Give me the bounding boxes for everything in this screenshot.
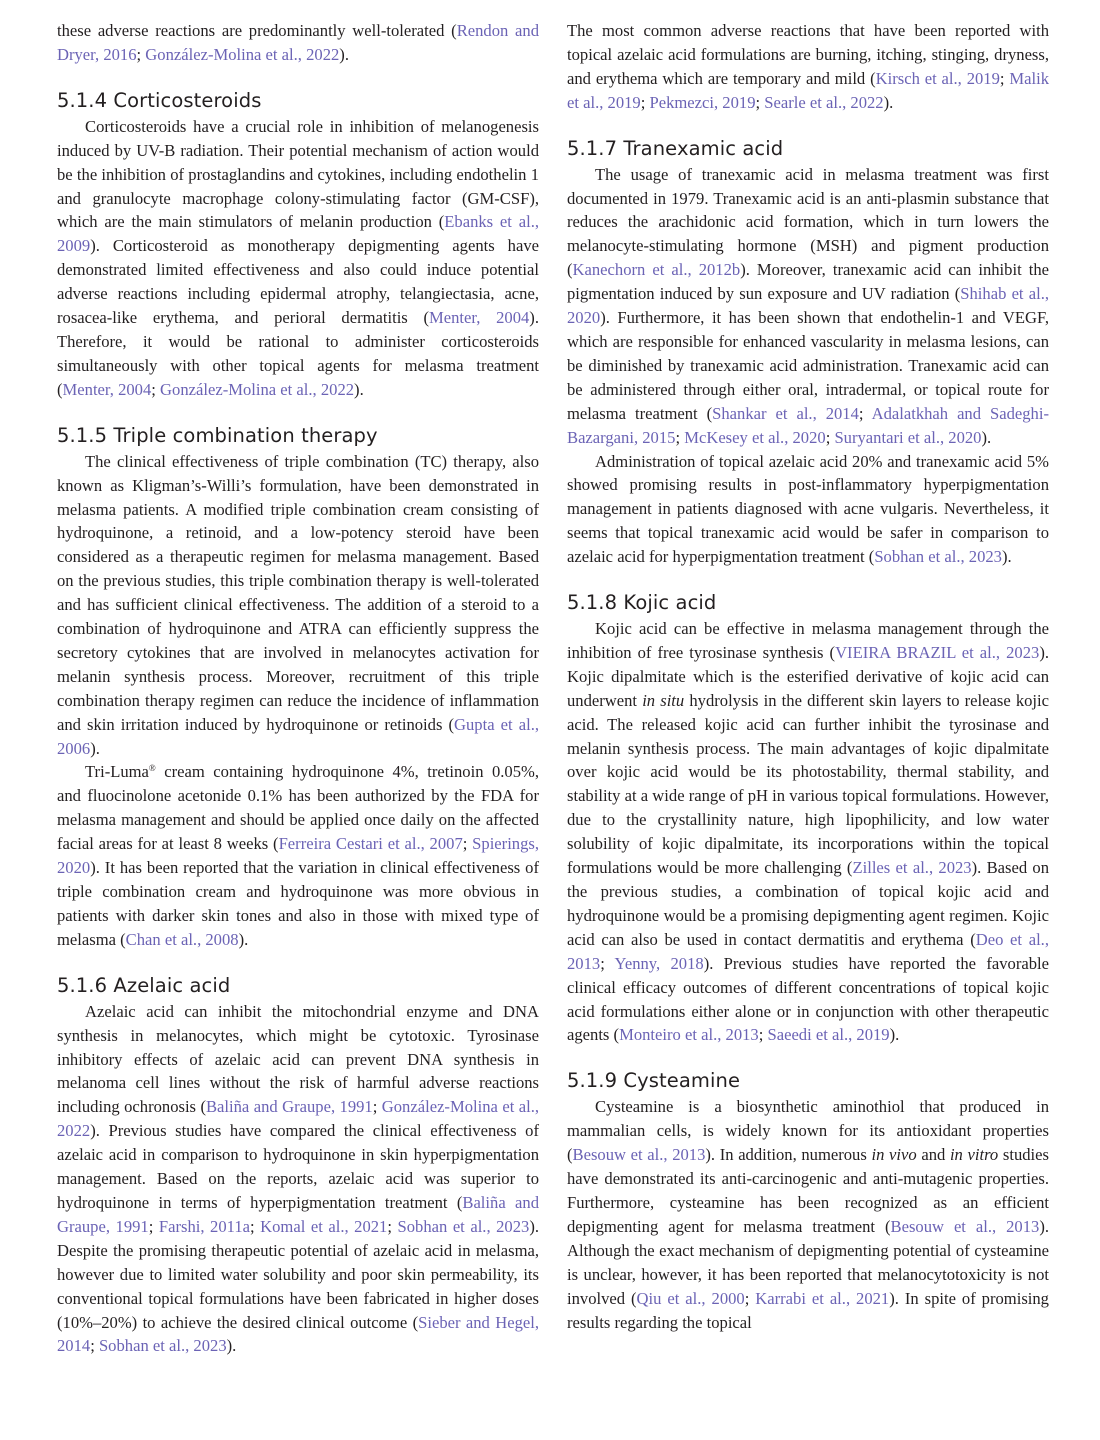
citation-link[interactable]: Gupta et al., 2006 <box>57 714 539 758</box>
body-paragraph: Tri-Luma® cream containing hydroquinone 4%, tretinoin 0.05%, and fluocinolone acetonide 0.1% has been authorized by the FDA for melasma management and should be applied once daily on the affected facial areas for at least 8 weeks (Ferreira Cestari et al., 2007; Spierings, 2020). It has been reported that the variation in clinical effectiveness of triple combination cream and hydroquinone was more obvious in patients with darker skin tones and also in those with mixed type of melasma (Chan et al., 2008). <box>57 762 540 949</box>
registered-mark: ® <box>148 763 156 774</box>
citation-link[interactable]: Kirsch et al., 2019 <box>875 68 1000 88</box>
section-tranexamic-acid <box>567 137 1049 569</box>
citation-link[interactable]: Ebanks et al., 2009 <box>57 212 540 256</box>
section-heading: 5.1.4 Corticosteroids <box>57 88 262 112</box>
section-triple-combination <box>57 424 539 952</box>
citation-link[interactable]: Deo et al., 2013 <box>567 929 1049 973</box>
left-column <box>57 19 539 1358</box>
body-paragraph: Administration of topical azelaic acid 20% and tranexamic acid 5% showed promising results in post-inflammatory hyperpigmentation management in patients diagnosed with acne vulgaris. Nevertheless, it seems that topical tranexamic acid would be safer in comparison to azelaic acid for hyperpigmentation treatment (Sobhan et al., 2023). <box>567 451 1049 567</box>
section-heading: 5.1.8 Kojic acid <box>567 591 717 615</box>
section-corticosteroids <box>57 89 539 402</box>
citation-link[interactable]: Sobhan et al., 2023 <box>397 1216 530 1236</box>
citation-link[interactable]: Komal et al., 2021 <box>260 1216 388 1236</box>
citation-link[interactable]: Baliña and Graupe, 1991 <box>57 1192 539 1236</box>
citation-link[interactable]: Shihab et al., 2020 <box>567 284 1049 328</box>
section-kojic-acid <box>567 591 1049 1047</box>
citation-link[interactable]: Yenny, 2018 <box>614 953 704 973</box>
citation-link[interactable]: Adalatkhah and Sadeghi-Bazargani, 2015 <box>567 403 1049 447</box>
citation-link[interactable]: Qiu et al., 2000 <box>636 1288 745 1308</box>
citation-link[interactable]: Monteiro et al., 2013 <box>619 1025 759 1045</box>
citation-link[interactable]: Saeedi et al., 2019 <box>767 1025 890 1045</box>
body-paragraph: The clinical effectiveness of triple combination (TC) therapy, also known as Kligman’s-Willi’s formulation, have been demonstrated in melasma patients. A modified triple combination cream consisting of hydroquinone, a retinoid, and a low-potency steroid have been considered as a therapeutic regimen for melasma management. Based on the previous studies, this triple combination therapy is well-tolerated and has sufficient clinical effectiveness. The addition of a steroid to a combination of hydroquinone and ATRA can efficiently suppress the secretory cytokines that are involved in melanocytes activation for melanin synthesis process. Moreover, recruitment of this triple combination therapy regimen can reduce the incidence of inflammation and skin irritation induced by hydroquinone or retinoids (Gupta et al., 2006). <box>57 451 539 758</box>
section-heading: 5.1.5 Triple combination therapy <box>57 423 378 447</box>
citation-link[interactable]: Searle et al., 2022 <box>764 92 884 112</box>
citation-link[interactable]: Suryantari et al., 2020 <box>834 427 982 447</box>
intro-paragraph-left: these adverse reactions are predominantly well-tolerated (Rendon and Dryer, 2016; González-Molina et al., 2022). <box>57 21 540 64</box>
citation-link[interactable]: Pekmezci, 2019 <box>649 92 756 112</box>
citation-link[interactable]: Menter, 2004 <box>62 379 152 399</box>
citation-link[interactable]: Spierings, 2020 <box>57 834 540 878</box>
citation-link[interactable]: Kanechorn et al., 2012b <box>572 260 741 280</box>
citation-link[interactable]: Shankar et al., 2014 <box>712 403 859 423</box>
citation-link[interactable]: Sobhan et al., 2023 <box>98 1336 227 1356</box>
citation-link[interactable]: Baliña and Graupe, 1991 <box>205 1097 373 1117</box>
citation-link[interactable]: Ferreira Cestari et al., 2007 <box>278 834 463 854</box>
citation-link[interactable]: Malik et al., 2019 <box>567 68 1050 112</box>
citation-link[interactable]: González-Molina et al., 2022 <box>57 1097 540 1141</box>
body-paragraph: Corticosteroids have a crucial role in inhibition of melanogenesis induced by UV-B radiation. Their potential mechanism of action would be the inhibition of prostaglandins and cytokines, including endothelin 1 and granulocyte macrophage colony-stimulating factor (GM-CSF), which are the main stimulators of melanin production (Ebanks et al., 2009). Corticosteroid as monotherapy depigmenting agents have demonstrated limited effectiveness and also could induce potential adverse reactions including epidermal atrophy, telangiectasia, acne, rosacea-like erythema, and perioral dermatitis (Menter, 2004). Therefore, it would be rational to administer corticosteroids simultaneously with other topical agents for melasma treatment (Menter, 2004; González-Molina et al., 2022). <box>57 116 540 399</box>
citation-link[interactable]: Besouw et al., 2013 <box>572 1145 706 1165</box>
body-paragraph: Azelaic acid can inhibit the mitochondrial enzyme and DNA synthesis in melanocytes, which might be cytotoxic. Tyrosinase inhibitory effects of azelaic acid can prevent DNA synthesis in melanoma cell lines without the risk of harmful adverse reactions including ochronosis (Baliña and Graupe, 1991; González-Molina et al., 2022). Previous studies have compared the clinical effectiveness of azelaic acid in comparison to hydroquinone in skin hyperpigmentation management. Based on the reports, azelaic acid was superior to hydroquinone in terms of hyperpigmentation treatment (Baliña and Graupe, 1991; Farshi, 2011a; Komal et al., 2021; Sobhan et al., 2023). Despite the promising therapeutic potential of azelaic acid in melasma, however due to limited water solubility and poor skin permeability, its conventional topical formulations have been fabricated in higher doses (10%–20%) to achieve the desired clinical outcome (Sieber and Hegel, 2014; Sobhan et al., 2023). <box>57 1001 540 1356</box>
citation-link[interactable]: VIEIRA BRAZIL et al., 2023 <box>835 642 1040 662</box>
section-heading: 5.1.9 Cysteamine <box>567 1069 741 1093</box>
section-cysteamine <box>567 1069 1049 1334</box>
citation-link[interactable]: Sieber and Hegel, 2014 <box>57 1312 539 1356</box>
section-heading: 5.1.7 Tranexamic acid <box>567 136 784 160</box>
citation-link[interactable]: Rendon and Dryer, 2016 <box>57 21 540 64</box>
citation-link[interactable]: Besouw et al., 2013 <box>890 1216 1040 1236</box>
body-paragraph: Kojic acid can be effective in melasma management through the inhibition of free tyrosinase synthesis (VIEIRA BRAZIL et al., 2023). Kojic dipalmitate which is the esterified derivative of kojic acid can underwent in situ hydrolysis in the different skin layers to release kojic acid. The released kojic acid can further inhibit the tyrosinase and melanin synthesis process. The main advantages of kojic dipalmitate over kojic acid would be its photostability, thermal stability, and stability at a wide range of pH in various topical formulations. However, due to the crystallinity nature, high lipophilicity, and low water solubility of kojic dipalmitate, its incorporations within the topical formulations would be more challenging (Zilles et al., 2023). Based on the previous studies, a combination of topical kojic acid and hydroquinone would be a promising depigmenting agent regimen. Kojic acid can also be used in contact dermatitis and erythema (Deo et al., 2013; Yenny, 2018). Previous studies have reported the favorable clinical efficacy outcomes of different concentrations of topical kojic acid formulations either alone or in conjunction with other therapeutic agents (Monteiro et al., 2013; Saeedi et al., 2019). <box>567 619 1050 1045</box>
intro-paragraph-right: The most common adverse reactions that have been reported with topical azelaic acid formulations are burning, itching, stinging, dryness, and erythema which are temporary and mild (Kirsch et al., 2019; Malik et al., 2019; Pekmezci, 2019; Searle et al., 2022). <box>567 21 1050 112</box>
citation-link[interactable]: Farshi, 2011a <box>158 1216 250 1236</box>
right-column <box>567 19 1049 1334</box>
section-heading: 5.1.6 Azelaic acid <box>57 973 231 997</box>
citation-link[interactable]: Menter, 2004 <box>429 308 530 328</box>
citation-link[interactable]: Karrabi et al., 2021 <box>755 1288 890 1308</box>
citation-link[interactable]: Sobhan et al., 2023 <box>874 547 1002 567</box>
citation-link[interactable]: McKesey et al., 2020 <box>684 427 826 447</box>
citation-link[interactable]: Zilles et al., 2023 <box>852 858 972 878</box>
citation-link[interactable]: González-Molina et al., 2022 <box>145 44 340 64</box>
citation-link[interactable]: González-Molina et al., 2022 <box>160 379 355 399</box>
section-azelaic-acid <box>57 974 539 1359</box>
body-paragraph: Cysteamine is a biosynthetic aminothiol that produced in mammalian cells, is widely known for its antioxidant properties (Besouw et al., 2013). In addition, numerous in vivo and in vitro studies have demonstrated its anti-carcinogenic and anti-mutagenic properties. Furthermore, cysteamine has been recognized as an efficient depigmenting agent for melasma treatment (Besouw et al., 2013). Although the exact mechanism of depigmenting potential of cysteamine is unclear, however, it has been reported that melanocytotoxicity is not involved (Qiu et al., 2000; Karrabi et al., 2021). In spite of promising results regarding the topical <box>567 1097 1049 1332</box>
body-paragraph: The usage of tranexamic acid in melasma treatment was first documented in 1979. Tranexamic acid is an anti-plasmin substance that reduces the arachidonic acid formation, which in turn lowers the melanocyte-stimulating hormone (MSH) and pigment production (Kanechorn et al., 2012b). Moreover, tranexamic acid can inhibit the pigmentation induced by sun exposure and UV radiation (Shihab et al., 2020). Furthermore, it has been shown that endothelin-1 and VEGF, which are responsible for enhanced vascularity in melasma lesions, can be diminished by tranexamic acid administration. Tranexamic acid can be administered through either oral, intradermal, or topical route for melasma treatment (Shankar et al., 2014; Adalatkhah and Sadeghi-Bazargani, 2015; McKesey et al., 2020; Suryantari et al., 2020). <box>567 164 1049 447</box>
citation-link[interactable]: Chan et al., 2008 <box>125 929 239 949</box>
